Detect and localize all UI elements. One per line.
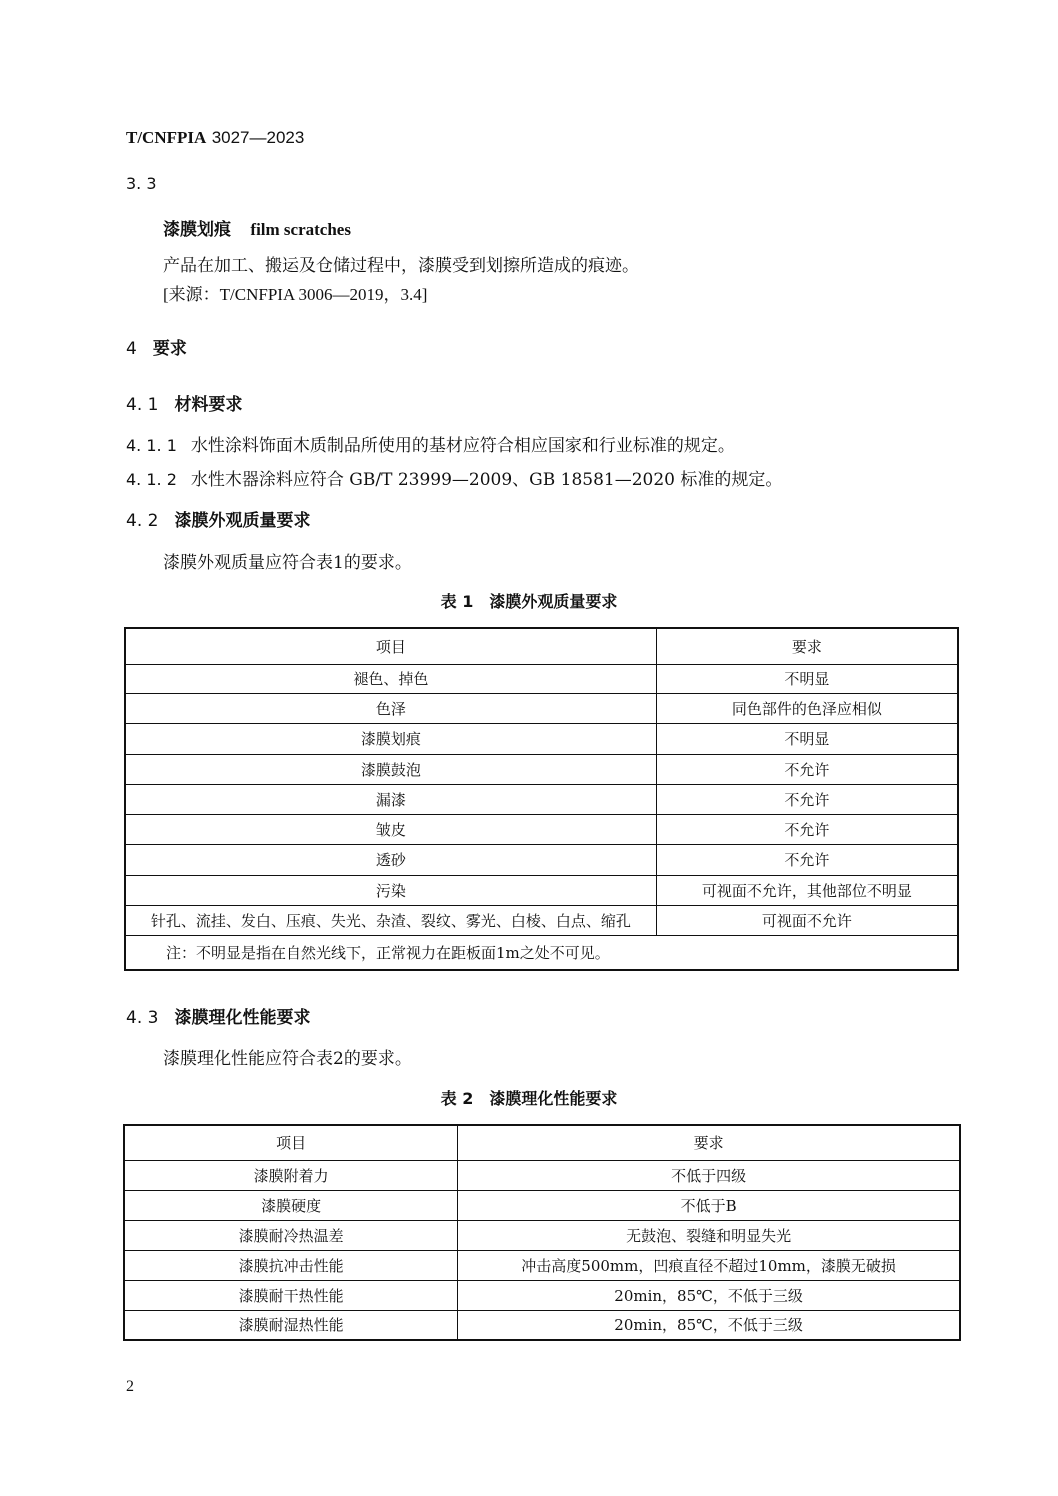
column-header: 要求	[656, 628, 958, 664]
table-1-caption: 表 1 漆膜外观质量要求	[440, 592, 618, 611]
table-2-caption: 表 2 漆膜理化性能要求	[440, 1089, 618, 1108]
section-4-2-heading: 4. 2 漆膜外观质量要求	[126, 511, 311, 531]
table-row: 漆膜鼓泡 不允许	[125, 754, 958, 784]
table-row: 褪色、掉色 不明显	[125, 664, 958, 693]
table-row: 漆膜抗冲击性能 冲击高度500mm，凹痕直径不超过10mm，漆膜无破损	[124, 1250, 960, 1280]
table-1	[124, 627, 959, 971]
table-row: 针孔、流挂、发白、压痕、失光、杂渣、裂纹、雾光、白棱、白点、缩孔 可视面不允许	[125, 905, 958, 935]
term-source: [来源：T/CNFPIA 3006—2019，3.4]	[163, 285, 428, 304]
table-row: 污染 可视面不允许，其他部位不明显	[125, 875, 958, 905]
table-row: 皱皮 不允许	[125, 814, 958, 844]
section-4-3-heading: 4. 3 漆膜理化性能要求	[126, 1008, 311, 1028]
column-header: 项目	[124, 1125, 458, 1160]
term-definition: 产品在加工、搬运及仓储过程中，漆膜受到划擦所造成的痕迹。	[163, 256, 639, 276]
table-row: 透砂 不允许	[125, 844, 958, 875]
section-4-3-intro: 漆膜理化性能应符合表2的要求。	[163, 1049, 412, 1069]
table-row: 漆膜耐冷热温差 无鼓泡、裂缝和明显失光	[124, 1220, 960, 1250]
term-en: film scratches	[250, 220, 351, 239]
table-2	[123, 1124, 961, 1341]
document-code: T/CNFPIA 3027—2023	[126, 128, 305, 147]
table-row: 漆膜耐干热性能 20min，85℃，不低于三级	[124, 1280, 960, 1310]
table-header-row	[125, 628, 958, 664]
table-header-row	[124, 1125, 960, 1160]
section-4-1-heading: 4. 1 材料要求	[126, 395, 243, 415]
table-row: 色泽 同色部件的色泽应相似	[125, 693, 958, 723]
section-4-2-intro: 漆膜外观质量应符合表1的要求。	[163, 553, 412, 573]
column-header: 项目	[125, 628, 656, 664]
table-row: 漆膜划痕 不明显	[125, 723, 958, 754]
term-cn: 漆膜划痕	[163, 220, 231, 240]
table-note-row	[125, 935, 958, 970]
page-number: 2	[126, 1378, 134, 1395]
table-row: 漆膜耐湿热性能 20min，85℃，不低于三级	[124, 1310, 960, 1340]
term-heading	[163, 215, 351, 240]
section-4-heading: 4 要求	[126, 339, 187, 359]
section-number: 3. 3	[126, 174, 157, 193]
clause-4-1-2: 4. 1. 2 水性木器涂料应符合 GB/T 23999—2009、GB 18581—2020 标准的规定。	[126, 470, 783, 490]
table-row: 漆膜附着力 不低于四级	[124, 1160, 960, 1190]
column-header: 要求	[458, 1125, 960, 1160]
table-row: 漏漆 不允许	[125, 784, 958, 814]
table-note: 注：不明显是指在自然光线下，正常视力在距板面1m之处不可见。	[125, 935, 958, 970]
clause-4-1-1: 4. 1. 1 水性涂料饰面木质制品所使用的基材应符合相应国家和行业标准的规定。	[126, 436, 735, 456]
table-row: 漆膜硬度 不低于B	[124, 1190, 960, 1220]
